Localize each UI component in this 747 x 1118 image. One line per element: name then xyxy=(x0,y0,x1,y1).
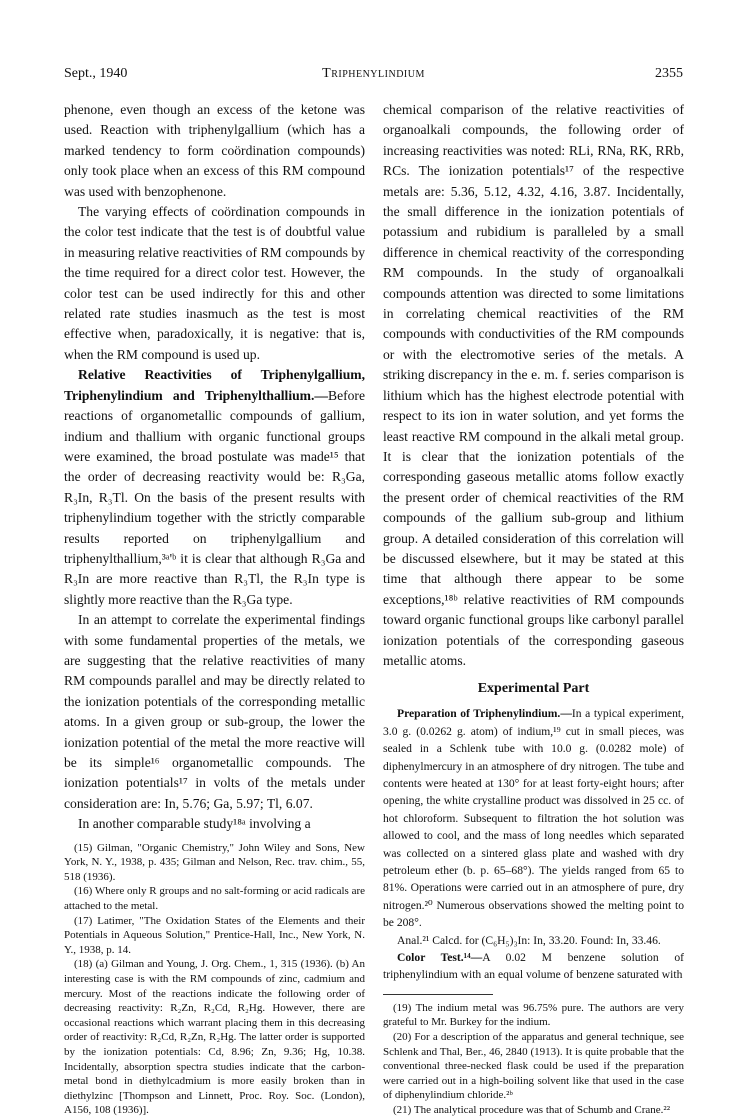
experimental-body xyxy=(383,705,684,984)
left-paragraph-5: In another comparable study¹⁸ᵃ involving a xyxy=(78,816,311,832)
left-paragraph-3 xyxy=(64,365,365,610)
color-test-text: A 0.02 M benzene solution of triphenylindium with an equal volume of benzene saturated with xyxy=(383,951,684,982)
preparation-paragraph xyxy=(383,705,684,931)
footnote-rule xyxy=(383,994,493,995)
left-column xyxy=(64,100,365,1118)
right-paragraph-1: chemical comparison of the relative reactivities of organoalkali compounds, the following order of increasing reactivities was noted: RLi, RNa, RK, RRb, RCs. The ionization potentials¹⁷ of the respective metals are: 5.36, 5.12, 4.32, 4.16, 3.87. Incidentally, the small difference in the ionization potentials of potassium and rubidium is paralleled by a small difference in chemical reactivity of the corresponding RM compounds. In the study of organoalkali compounds attention was directed to some limitations in correlating chemical reactivities of the RM compounds with conductivities of the RM compounds or with the electromotive series of the metals. A striking discrepancy in the e. m. f. series comparison is lithium which has the highest electrode potential with respect to its ion in water solution, and yet forms the least reactive RM compound in the alkali metal group. It is clear that the ionization potentials of the corresponding gaseous metallic atoms follow exactly the present order of chemical reactivities of the RM compounds of the gallium sub-group and lithium group. A detailed consideration of this correlation will be discussed elsewhere, but it may be stated at this time that although there appear to be some exceptions,¹⁸ᵇ relative reactivities of RM compounds toward organic functional groups like carbonyl parallel ionization potentials of the corresponding gaseous metallic atoms. xyxy=(383,102,684,668)
left-paragraph-2: The varying effects of coördination compounds in the color test indicate that the test is of doubtful value in measuring relative reactivities of RM compounds by the time required for a direct color test. However, the color test can be used indirectly for this and other related rate studies inasmuch as the test is most effective when, paradoxically, it is negative: that is, when the RM compound is used up. xyxy=(64,204,365,362)
right-footnotes xyxy=(383,1001,684,1118)
footnote-19: (19) The indium metal was 96.75% pure. The authors are very grateful to Mr. Burkey for the indium. xyxy=(383,1001,684,1029)
running-title: Triphenylindium xyxy=(322,66,425,81)
color-test-paragraph xyxy=(383,949,684,984)
analysis-line: Anal.²¹ Calcd. for (C₆H₅)₃In: In, 33.20. Found: In, 33.46. xyxy=(397,933,661,947)
footnote-16: (16) Where only R groups and no salt-forming or acid radicals are attached to the metal. xyxy=(64,885,365,912)
left-footnotes xyxy=(64,841,365,1118)
footnote-18: (18) (a) Gilman and Young, J. Org. Chem., 1, 315 (1936). (b) An interesting case is with the RM compounds of zinc, cadmium and mercury. Most of the reactions indicate the following order of decreasing reactivity: R₂Zn, R₂Cd, R₂Hg. However, there are occasional reactions which warrant placing them in this decreasing order of reactivity: R₂Cd, R₂Zn, R₂Hg. The latter order is supported by the ionization potentials: Cd, 8.96; Zn, 9.36; Hg, 10.38. Incidentally, absorption spectra studies indicate that the carbon-metal bond in diethylcadmium is more easily broken than in diethylzinc [Thompson and Linnett, Proc. Roy. Soc. (London), A156, 108 (1936)]. xyxy=(64,958,365,1117)
journal-date: Sept., 1940 xyxy=(64,66,128,81)
left-paragraph-4: In an attempt to correlate the experimental findings with some fundamental properties of the metals, we are suggesting that the relative reactivities of many RM compounds parallel and may be directly related to the ionization potentials of the corresponding metallic atoms. In a given group or sub-group, the lower the ionization potential of the metal the more reactive will be its simple¹⁶ organometallic compounds. The ionization potentials¹⁷ in volts of the metals under consideration are: In, 5.76; Ga, 5.97; Tl, 6.07. xyxy=(64,612,365,811)
footnote-20: (20) For a description of the apparatus and general technique, see Schlenk and Thal, Ber., 46, 2840 (1913). It is quite probable that the conventional three-necked flask could be used if the preparation were carried out in a high-boiling solvent like that used in the case of diphenylindium chloride.²ᵇ xyxy=(383,1031,684,1102)
section-heading-experimental: Experimental Part xyxy=(477,681,590,697)
left-paragraph-1: phenone, even though an excess of the ketone was used. Reaction with triphenylgallium (which has a marked tendency to form coördination compounds) only took place when an excess of this RM compound was used with benzophenone. xyxy=(64,102,365,199)
color-test-heading: Color Test.¹⁴— xyxy=(397,951,483,965)
left-paragraph-3-body: Before reactions of organometallic compounds of gallium, indium and thallium with organic functional groups were examined, the broad postulate was made¹⁵ that the order of decreasing reactivity would be: R₃Ga, R₃In, R₃Tl. On the basis of the present results with triphenylindium together with the strictly comparable results reported on triphenylgallium and triphenylthallium,³ᵃ'ᵇ it is clear that although R₃Ga and R₃In are more reactive than R₃Tl, the R₃In type is slightly more reactive than the R₃Ga type. xyxy=(64,387,365,607)
footnote-17: (17) Latimer, "The Oxidation States of the Elements and their Potentials in Aqueous Solution," Prentice-Hall, Inc., New York, N. Y., 1938, p. 14. xyxy=(64,914,365,956)
footnote-21: (21) The analytical procedure was that of Schumb and Crane.²² xyxy=(393,1104,671,1117)
preparation-heading: Preparation of Triphenylindium.— xyxy=(397,707,572,721)
page-header xyxy=(64,66,683,88)
page-number: 2355 xyxy=(655,66,683,81)
footnote-15: (15) Gilman, "Organic Chemistry," John Wiley and Sons, New York, N. Y., 1938, p. 435; Gilman and Nelson, Rec. trav. chim., 55, 518 (1936). xyxy=(64,841,365,883)
section-heading-reactivities: Relative Reactivities of Triphenylgallium, Triphenylindium and Triphenylthallium.— xyxy=(64,367,365,403)
right-column xyxy=(383,100,684,1118)
preparation-text: In a typical experiment, 3.0 g. (0.0262 g. atom) of indium,¹⁹ cut in small pieces, was sealed in a Schlenk tube with 10.0 g. (0.0282 mole) of diphenylmercury in an atmosphere of dry nitrogen. The tube and contents were heated at 130° for at least forty-eight hours; after opening, the white crystalline product was dissolved in 25 cc. of hot chloroform. Subsequent to filtration the hot solution was allowed to cool, and the mass of long needles which separated was collected on a sintered glass plate and washed with dry petroleum ether (b. p. 65–68°). The yields ranged from 65 to 81%. Operations were carried out in an atmosphere of pure, dry nitrogen.²⁰ Numerous observations showed the melting point to be 208°. xyxy=(383,707,684,930)
